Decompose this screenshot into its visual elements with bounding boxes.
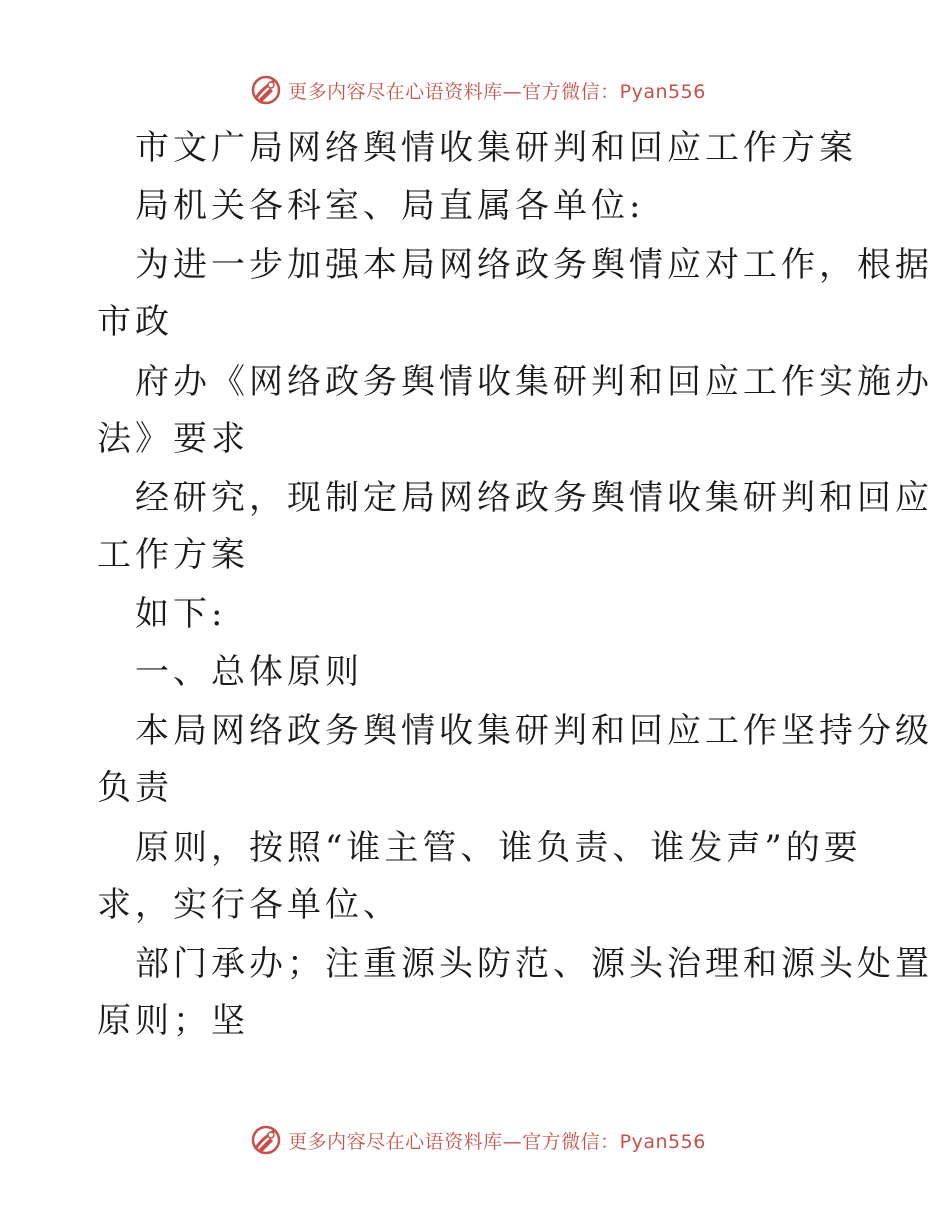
- paragraph-line: 原则，按照“谁主管、谁负责、谁发声”的要: [135, 828, 862, 868]
- document-title: 市文广局网络舆情收集研判和回应工作方案: [135, 128, 857, 168]
- pen-logo-icon: [250, 1124, 282, 1156]
- paragraph-line: 求，实行各单位、: [97, 885, 401, 925]
- paragraph-line: 部门承办；注重源头防范、源头治理和源头处置: [135, 944, 933, 984]
- document-addressee: 局机关各科室、局直属各单位:: [135, 186, 645, 226]
- paragraph-line: 原则；坚: [97, 1001, 249, 1041]
- paragraph-line: 工作方案: [97, 535, 249, 575]
- paragraph-line: 经研究，现制定局网络政务舆情收集研判和回应: [135, 478, 933, 518]
- paragraph-line: 府办《网络政务舆情收集研判和回应工作实施办: [135, 362, 933, 402]
- paragraph-line: 法》要求: [97, 419, 249, 459]
- banner-text: 更多内容尽在心语资料库—官方微信：Pyan556: [288, 80, 706, 103]
- banner-text: 更多内容尽在心语资料库—官方微信：Pyan556: [288, 1130, 706, 1153]
- paragraph-line: 如下:: [135, 594, 227, 634]
- paragraph-line: 为进一步加强本局网络政务舆情应对工作，根据: [135, 245, 933, 285]
- section-heading: 一、总体原则: [135, 652, 363, 692]
- pen-logo-icon: [250, 74, 282, 106]
- paragraph-line: 本局网络政务舆情收集研判和回应工作坚持分级: [135, 711, 933, 751]
- paragraph-line: 负责: [97, 768, 173, 808]
- footer-banner: [0, 1122, 950, 1158]
- header-banner: [0, 72, 950, 108]
- paragraph-line: 市政: [97, 302, 173, 342]
